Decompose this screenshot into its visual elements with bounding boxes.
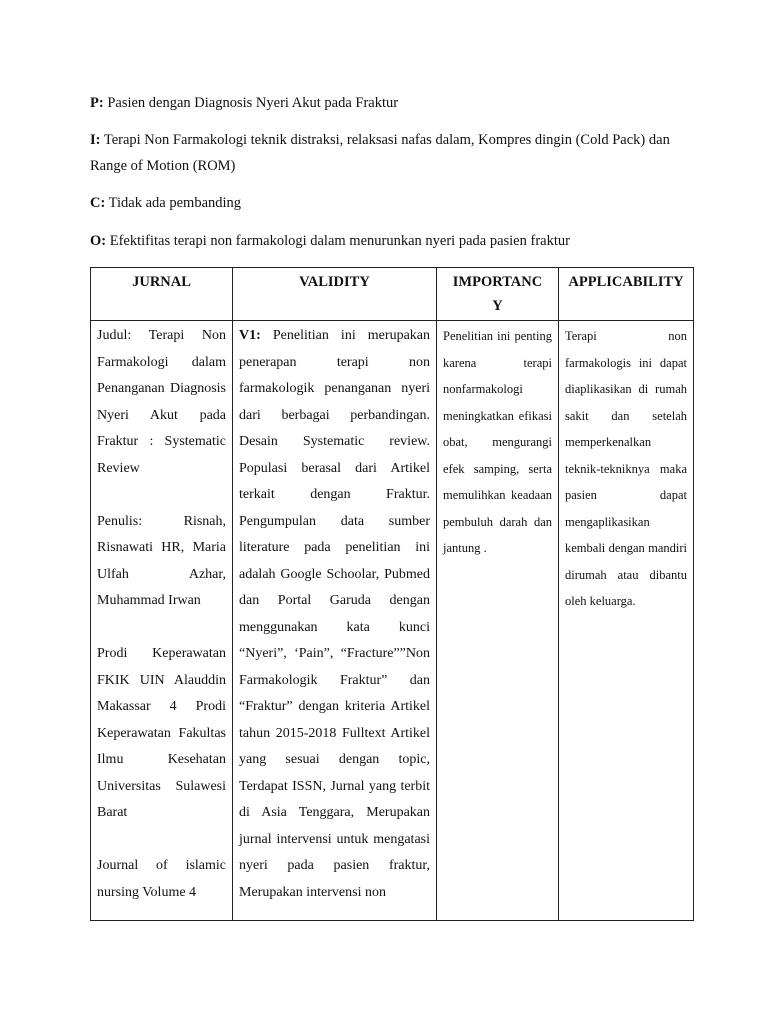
problem-line [90, 90, 690, 116]
outcome-text: Efektifitas terapi non farmakologi dalam menurunkan nyeri pada pasien fraktur [106, 233, 570, 249]
outcome-label: O: [90, 233, 107, 249]
header-importancy [437, 268, 559, 321]
intervention-line [90, 127, 690, 179]
applicability-cell: Terapi non farmakologis ini dapat diaplikasikan di rumah sakit dan setelah memperkenalkan teknik-tekniknya maka pasien dapat mengaplikasikan kembali dengan mandiri dirumah atau dibantu oleh keluarga. [559, 321, 694, 921]
comparison-line [90, 190, 690, 216]
comparison-text: Tidak ada pembanding [105, 195, 242, 211]
problem-text: Pasien dengan Diagnosis Nyeri Akut pada Fraktur [103, 95, 399, 111]
header-importancy-part2: Y [492, 298, 503, 314]
jurnal-cell [91, 321, 233, 921]
jurnal-source: Journal of islamic nursing Volume 4 [97, 858, 226, 900]
jurnal-authors: Penulis: Risnah, Risnawati HR, Maria Ulfah Azhar, Muhammad Irwan [97, 513, 226, 608]
header-importancy-part1: IMPORTANC [452, 274, 543, 290]
intervention-label: I: [90, 132, 101, 148]
critical-appraisal-table [90, 267, 694, 921]
header-validity: VALIDITY [233, 268, 437, 321]
outcome-line [90, 228, 690, 254]
header-applicability: APPLICABILITY [559, 268, 694, 321]
problem-label: P: [90, 95, 104, 111]
intervention-text: Terapi Non Farmakologi teknik distraksi, relaksasi nafas dalam, Kompres dingin (Cold Pack) dan Range of Motion (ROM) [90, 132, 670, 174]
header-jurnal: JURNAL [91, 268, 233, 321]
importance-cell: Penelitian ini penting karena terapi nonfarmakologi meningkatkan efikasi obat, mengurangi efek samping, serta memulihkan keadaan pembuluh darah dan jantung . [437, 321, 559, 921]
validity-label: V1: [239, 328, 261, 343]
validity-text: Penelitian ini merupakan penerapan terapi non farmakologik penanganan nyeri dari berbagai perbandingan. Desain Systematic review. Populasi berasal dari Artikel terkait dengan Fraktur. Pengumpulan data sumber literature pada penelitian ini adalah Google Schoolar, Pubmed dan Portal Garuda dengan menggunakan kata kunci “Nyeri”, ‘Pain”, “Fracture””Non Farmakologik Fraktur” dan “Fraktur” dengan kriteria Artikel tahun 2015-2018 Fulltext Artikel yang sesuai dengan topic, Terdapat ISSN, Jurnal yang terbit di Asia Tenggara, Merupakan jurnal intervensi untuk mengatasi nyeri pada pasien fraktur, Merupakan intervensi non [239, 328, 430, 900]
jurnal-title: Judul: Terapi Non Farmakologi dalam Penanganan Diagnosis Nyeri Akut pada Fraktur : Systematic Review [97, 328, 226, 476]
table-header-row [91, 268, 694, 321]
table-row [91, 321, 694, 921]
jurnal-affiliation: Prodi Keperawatan FKIK UIN Alauddin Makassar 4 Prodi Keperawatan Fakultas Ilmu Kesehatan Universitas Sulawesi Barat [97, 646, 226, 820]
validity-cell [233, 321, 437, 921]
comparison-label: C: [90, 195, 106, 211]
